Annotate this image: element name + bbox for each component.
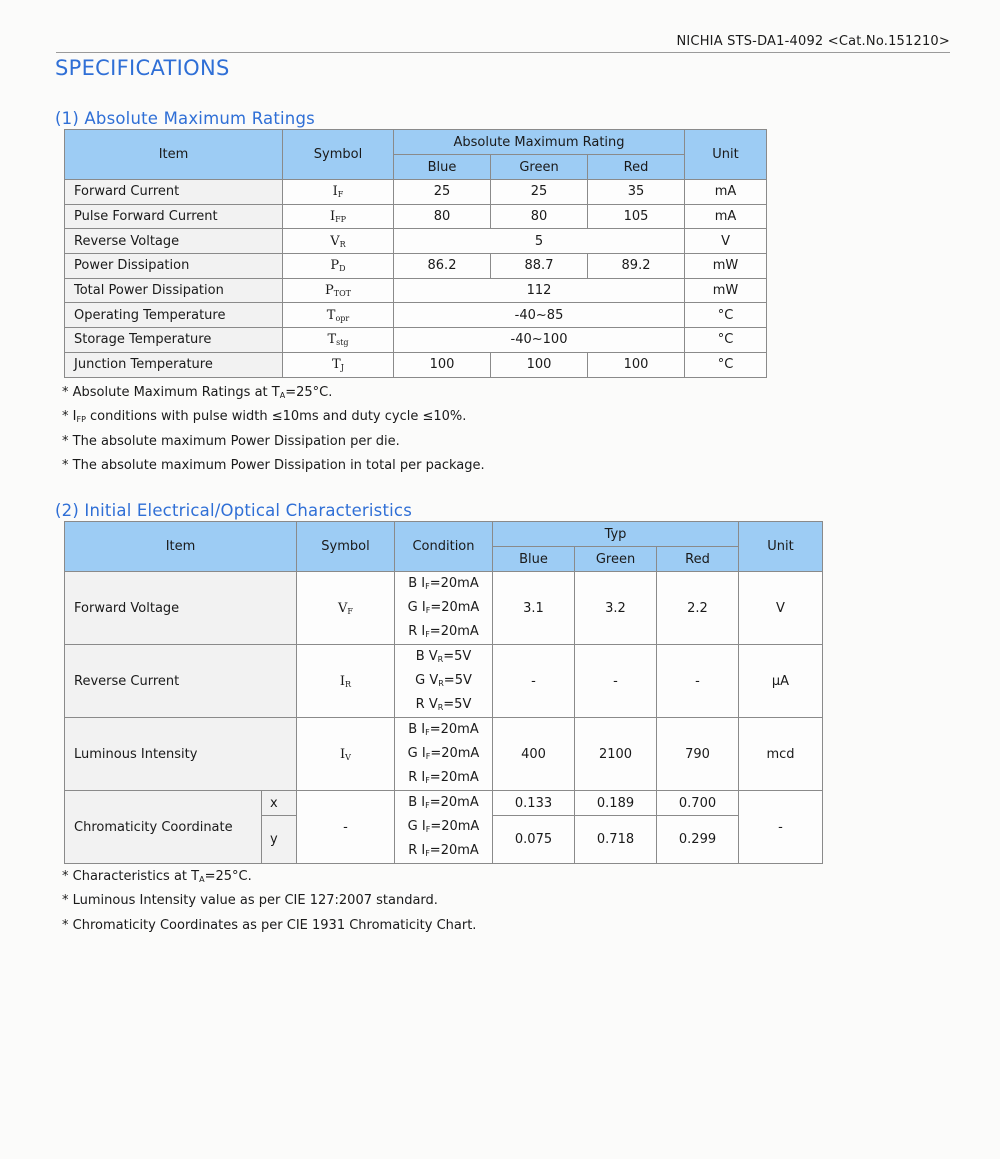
unit-cell: - [739, 791, 823, 864]
value-all: 5 [394, 229, 685, 254]
unit-cell: mW [685, 254, 767, 279]
table-row-forward-voltage [65, 572, 823, 645]
coord-x-label: x [262, 791, 297, 816]
symbol-cell: $P_{TOT}$ [283, 278, 394, 303]
header-green: Green [575, 547, 657, 572]
note-line: * Luminous Intensity value as per CIE 127:2007 standard. [62, 893, 438, 909]
value-green: 25 [491, 180, 588, 205]
header-unit: Unit [739, 522, 823, 572]
absolute-max-ratings-table [64, 129, 767, 378]
value-blue-y: 0.075 [493, 816, 575, 864]
electrical-optical-table [64, 521, 823, 864]
value-red: 105 [588, 204, 685, 229]
value-red-x: 0.700 [657, 791, 739, 816]
value-green-x: 0.189 [575, 791, 657, 816]
condition-line: R $I_F=20mA$ [408, 624, 479, 639]
condition-line: B $I_F=20mA$ [408, 576, 479, 591]
note-line: * The absolute maximum Power Dissipation in total per package. [62, 457, 485, 473]
note-line: * Characteristics at $T_A=25^\circ C$. [62, 869, 252, 884]
section-title-electrical-optical: (2) Initial Electrical/Optical Characteristics [55, 501, 413, 520]
item-label: Reverse Voltage [65, 229, 283, 254]
condition-cell [395, 572, 493, 645]
symbol-cell: $I_{FP}$ [283, 204, 394, 229]
value-all: -40~100 [394, 328, 685, 353]
unit-cell: μA [739, 645, 823, 718]
table-row [65, 352, 767, 377]
header-divider [56, 52, 950, 53]
header-symbol: Symbol [283, 130, 394, 180]
note-line: * The absolute maximum Power Dissipation per die. [62, 433, 400, 449]
value-blue: - [493, 645, 575, 718]
condition-line: G $I_F=20mA$ [407, 819, 480, 834]
value-green-y: 0.718 [575, 816, 657, 864]
value-all: 112 [394, 278, 685, 303]
value-blue: 80 [394, 204, 491, 229]
symbol-cell: $T_J$ [283, 352, 394, 377]
value-blue: 86.2 [394, 254, 491, 279]
table-row [65, 328, 767, 353]
table-row [65, 254, 767, 279]
value-red: 89.2 [588, 254, 685, 279]
item-label: Operating Temperature [65, 303, 283, 328]
value-green: 80 [491, 204, 588, 229]
value-blue: 3.1 [493, 572, 575, 645]
header-symbol: Symbol [297, 522, 395, 572]
unit-cell: °C [685, 352, 767, 377]
condition-line: B $I_F=20mA$ [408, 795, 479, 810]
item-label: Storage Temperature [65, 328, 283, 353]
table-row [65, 180, 767, 205]
section1-notes [62, 381, 485, 478]
symbol-cell: $T_{stg}$ [283, 328, 394, 353]
condition-cell [395, 645, 493, 718]
condition-line: R $I_F=20mA$ [408, 843, 479, 858]
unit-cell: °C [685, 328, 767, 353]
value-green: 100 [491, 352, 588, 377]
value-blue: 400 [493, 718, 575, 791]
header-typ: Typ [493, 522, 739, 547]
header-red: Red [588, 155, 685, 180]
item-label: Luminous Intensity [65, 718, 297, 791]
header-blue: Blue [493, 547, 575, 572]
page-title: SPECIFICATIONS [55, 56, 230, 80]
symbol-cell: $V_R$ [283, 229, 394, 254]
value-green: 2100 [575, 718, 657, 791]
symbol-cell: $P_D$ [283, 254, 394, 279]
value-red: 100 [588, 352, 685, 377]
section2-notes [62, 865, 476, 938]
document-id: NICHIA STS-DA1-4092 <Cat.No.151210> [676, 34, 950, 49]
condition-cell [395, 718, 493, 791]
table-row-chromaticity-x [65, 791, 823, 816]
item-label: Power Dissipation [65, 254, 283, 279]
coord-y-label: y [262, 816, 297, 864]
header-condition: Condition [395, 522, 493, 572]
note-line: * Absolute Maximum Ratings at $T_A=25^\circ C$. [62, 385, 333, 400]
symbol-cell: $I_F$ [283, 180, 394, 205]
item-label: Junction Temperature [65, 352, 283, 377]
condition-line: B $V_R=5V$ [415, 649, 472, 664]
symbol-cell: $I_V$ [297, 718, 395, 791]
note-line: * Chromaticity Coordinates as per CIE 1931 Chromaticity Chart. [62, 917, 477, 933]
value-red: - [657, 645, 739, 718]
header-blue: Blue [394, 155, 491, 180]
header-unit: Unit [685, 130, 767, 180]
table-row [65, 303, 767, 328]
condition-line: R $I_F=20mA$ [408, 770, 479, 785]
note-line: * $I_{FP}$ conditions with pulse width ≤10ms and duty cycle ≤10%. [62, 409, 467, 425]
table-row-luminous-intensity [65, 718, 823, 791]
value-all: -40~85 [394, 303, 685, 328]
item-label: Pulse Forward Current [65, 204, 283, 229]
section-title-absolute-max: (1) Absolute Maximum Ratings [55, 109, 315, 128]
unit-cell: V [685, 229, 767, 254]
value-blue-x: 0.133 [493, 791, 575, 816]
condition-cell [395, 791, 493, 864]
unit-cell: mA [685, 204, 767, 229]
value-blue: 100 [394, 352, 491, 377]
value-blue: 25 [394, 180, 491, 205]
item-label: Forward Current [65, 180, 283, 205]
item-label: Forward Voltage [65, 572, 297, 645]
table-row [65, 229, 767, 254]
value-red: 35 [588, 180, 685, 205]
unit-cell: °C [685, 303, 767, 328]
unit-cell: mcd [739, 718, 823, 791]
table-row-reverse-current [65, 645, 823, 718]
item-label: Total Power Dissipation [65, 278, 283, 303]
condition-line: B $I_F=20mA$ [408, 722, 479, 737]
condition-line: R $V_R=5V$ [415, 697, 472, 712]
value-red: 2.2 [657, 572, 739, 645]
header-item: Item [65, 522, 297, 572]
symbol-cell: $T_{opr}$ [283, 303, 394, 328]
condition-line: G $I_F=20mA$ [407, 746, 480, 761]
item-label: Chromaticity Coordinate [65, 791, 262, 864]
condition-line: G $I_F=20mA$ [407, 600, 480, 615]
condition-line: G $V_R=5V$ [415, 673, 472, 688]
value-red: 790 [657, 718, 739, 791]
unit-cell: mA [685, 180, 767, 205]
header-green: Green [491, 155, 588, 180]
header-item: Item [65, 130, 283, 180]
symbol-cell: $V_F$ [297, 572, 395, 645]
symbol-cell: - [297, 791, 395, 864]
unit-cell: V [739, 572, 823, 645]
item-label: Reverse Current [65, 645, 297, 718]
table-row [65, 278, 767, 303]
table-row [65, 204, 767, 229]
value-green: 88.7 [491, 254, 588, 279]
header-rating: Absolute Maximum Rating [394, 130, 685, 155]
value-red-y: 0.299 [657, 816, 739, 864]
symbol-cell: $I_R$ [297, 645, 395, 718]
value-green: - [575, 645, 657, 718]
unit-cell: mW [685, 278, 767, 303]
value-green: 3.2 [575, 572, 657, 645]
header-red: Red [657, 547, 739, 572]
